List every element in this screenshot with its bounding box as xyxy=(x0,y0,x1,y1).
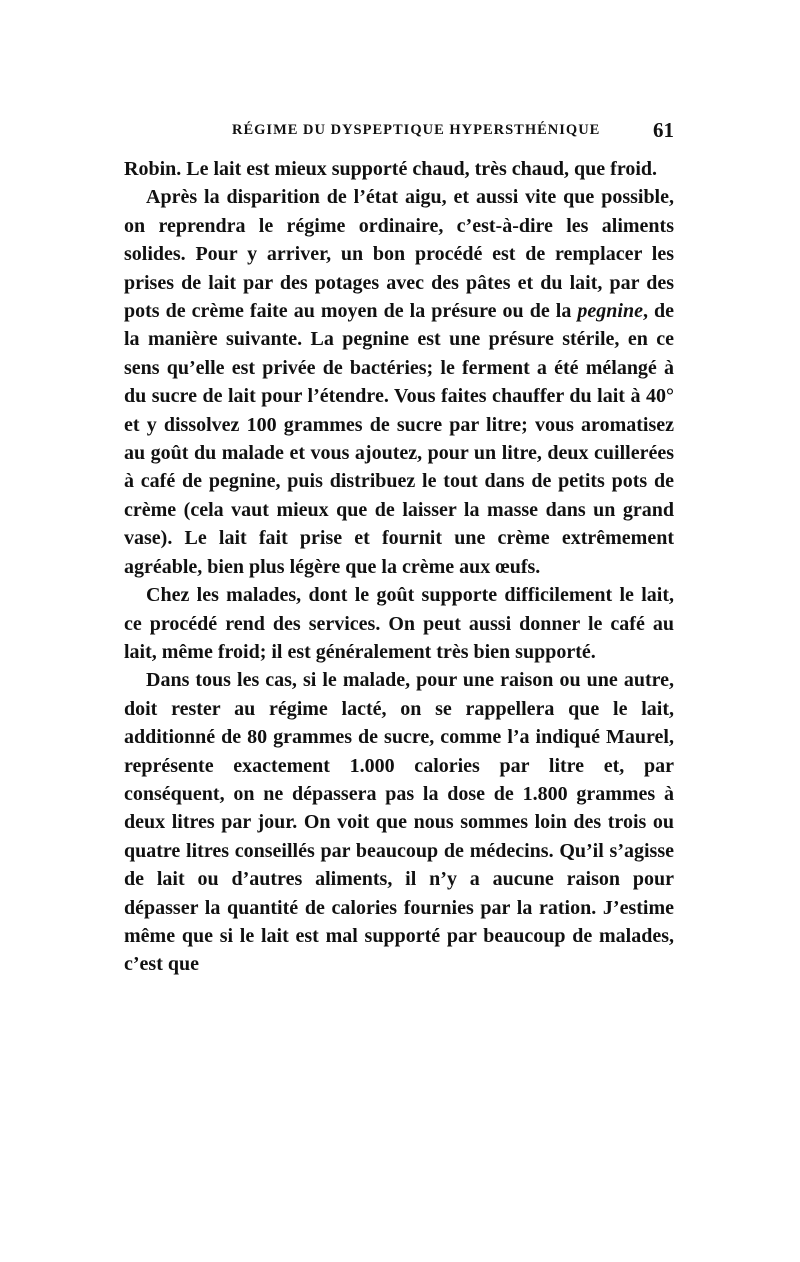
paragraph-3: Chez les malades, dont le goût supporte difficilement le lait, ce procédé rend des services. On peut aussi donner le café au lait, même froid; il est généralement très bien supporté. xyxy=(124,584,674,663)
pegnine-emphasis: pegnine xyxy=(577,300,643,323)
paragraph-2-part-1: Après la disparition de l’état aigu, et aussi vite que possible, on reprendra le régime ordinaire, c’est-à-dire les aliments solides. Pour y arriver, un bon procédé est de remplacer les prises de lait par des potages avec des pâtes et du lait, par des pots de crème faite au moyen de la présure ou de la xyxy=(124,186,674,323)
paragraph-2 xyxy=(124,183,674,581)
running-title: RÉGIME DU DYSPEPTIQUE HYPERSTHÉNIQUE xyxy=(232,122,601,138)
paragraph-1: Robin. Le lait est mieux supporté chaud, très chaud, que froid. xyxy=(124,158,658,180)
body-text xyxy=(124,155,674,979)
page-number: 61 xyxy=(653,118,674,142)
running-header xyxy=(124,118,674,146)
paragraph-4: Dans tous les cas, si le malade, pour une raison ou une autre, doit rester au régime lacté, on se rappellera que le lait, additionné de 80 grammes de sucre, comme l’a indiqué Maurel, représente exactement 1.000 calories par litre et, par conséquent, on ne dépassera pas la dose de 1.800 grammes à deux litres par jour. On voit que nous sommes loin des trois ou quatre litres conseillés par beaucoup de médecins. Qu’il s’agisse de lait ou d’autres aliments, il n’y a aucune raison pour dépasser la quantité de calories fournies par la ration. J’estime même que si le lait est mal supporté par beaucoup de malades, c’est que xyxy=(124,669,674,976)
paragraph-2-part-2: , de la manière suivante. La pegnine est une présure stérile, en ce sens qu’elle est privée de bactéries; le ferment a été mélangé à du sucre de lait pour l’étendre. Vous faites chauffer du lait à 40° et y dissolvez 100 grammes de sucre par litre; vous aromatisez au goût du malade et vous ajoutez, pour un litre, deux cuillerées à café de pegnine, puis distribuez le tout dans de petits pots de crème (cela vaut mieux que de laisser la masse dans un grand vase). Le lait fait prise et fournit une crème extrêmement agréable, bien plus légère que la crème aux œufs. xyxy=(124,300,675,578)
